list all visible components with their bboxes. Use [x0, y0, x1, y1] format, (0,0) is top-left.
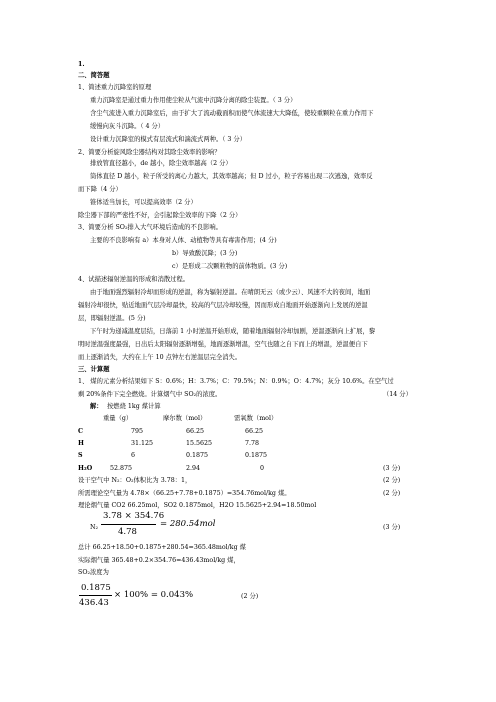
table-row-oxygen: 66.25	[245, 428, 264, 435]
calc-question-line-1: 1、 煤的元素分析结果如下 S：0.6%；H：3.7%；C：79.5%；N：0.9%；O：4.7%；灰分 10.6%。在空气过	[78, 378, 394, 385]
q2-paragraph-4: 锥体适当加长，可以提高效率（2 分）	[90, 199, 197, 206]
so2-fraction-bar	[79, 595, 112, 596]
section-title-short-answer: 二、简答题	[78, 72, 110, 79]
q4-paragraph-1: 由于地面强烈辐射冷却而形成的逆温，称为辐射逆温。在晴朗无云（或少云）、风速不大的夜间，地面	[90, 289, 371, 296]
q2-paragraph-5: 除尘器下部的严密性不好，会引起除尘效率的下降（2 分）	[78, 212, 242, 219]
q2-paragraph-1: 排放管直径越小，de 越小，除尘效率越高（2 分）	[90, 160, 232, 167]
table-row-element: C	[78, 428, 84, 435]
table-row-score: (3 分)	[383, 465, 401, 472]
table-header-oxygen: 需氧数（mol）	[234, 415, 278, 422]
table-row-moles: 66.25	[186, 428, 205, 435]
q3-paragraph-2: b）导致酸沉降；(3 分)	[172, 250, 238, 257]
table-row-element: H	[78, 440, 84, 447]
table-header-weight: 重量（g）	[103, 415, 133, 422]
table-row-element: S	[78, 452, 83, 459]
calc-question-line-2: 剩 20%条件下完全燃烧。计算烟气中 SO₂的浓度。	[78, 391, 222, 398]
calc-basis: 按燃烧 1kg 煤计算	[107, 403, 161, 410]
theoretical-air-score: (2 分)	[383, 490, 401, 497]
q2-paragraph-2: 筒体直径 D 越小，粒子所受的离心力越大，其效率越高；但 D 过小，粒子容易出现二次逃逸，效率反	[90, 173, 373, 180]
heading-number: 1.	[78, 61, 85, 68]
q4-paragraph-6: 而上逐渐消失，大约在上午 10 点钟左右逆温层完全消失。	[78, 354, 242, 361]
n2-fraction-bar	[101, 524, 156, 525]
table-header-moles: 摩尔数（mol）	[163, 415, 207, 422]
theoretical-flue-gas-line: 理论烟气量 CO2 66.25mol，SO2 0.1875mol，H2O 15.5625+2.94=18.50mol	[78, 502, 317, 509]
n2-formula-score: (3 分)	[383, 524, 401, 531]
table-row-weight: 6	[131, 452, 136, 459]
so2-fraction-result: × 100% = 0.043%	[114, 590, 194, 600]
q4-title: 4、试描述辐射逆温的形成和消散过程。	[78, 276, 190, 283]
air-ratio-score: (2 分)	[383, 477, 401, 484]
solution-label: 解：	[90, 403, 103, 410]
table-row-weight: 795	[131, 428, 144, 435]
n2-label: N₂	[90, 524, 99, 531]
q3-paragraph-3: c）是形成二次颗粒物的前体物质。(3 分)	[172, 263, 288, 270]
table-row-oxygen: 0.1875	[245, 452, 268, 459]
q3-paragraph-1: 主要的不良影响有 a）本身对人体、动植物等具有毒害作用；(4 分)	[90, 237, 277, 244]
table-row-oxygen: 0	[260, 465, 265, 472]
n2-formula-result: = 280.54mol	[160, 519, 216, 529]
q4-paragraph-2: 辐射冷却很快，贴近地面气层冷却最快，较高的气层冷却较慢，因而形成自地面开始逐渐向上发展的逆温	[78, 302, 368, 309]
section-title-calculation: 三、计算题	[78, 366, 110, 373]
so2-fraction-denominator: 436.43	[79, 598, 109, 608]
q1-paragraph-2: 含尘气流进入重力沉降室后，由于扩大了流动截面积而使气体流速大大降低，使较重颗粒在重力作用下	[90, 110, 374, 117]
q1-title: 1、简述重力沉降室的原理	[78, 84, 152, 91]
q4-paragraph-3: 层，即辐射逆温。(5 分)	[78, 315, 146, 322]
calc-question-score: （14 分）	[383, 391, 412, 398]
total-flue-gas-line: 总计 66.25+18.50+0.1875+280.54=365.48mol/kg 煤	[78, 544, 246, 551]
q2-title: 2、简要分析旋风除尘器结构对其除尘效率的影响？	[78, 149, 221, 156]
q1-paragraph-1: 重力沉降室是通过重力作用使尘粒从气流中沉降分离的除尘装置。（ 3 分）	[90, 97, 297, 104]
q4-paragraph-5: 明时逆温强度最强，日出后太阳辐射逐渐增强，地面逐渐增温，空气也随之自下而上的增温，逆温便自下	[78, 341, 368, 348]
air-ratio-line: 设干空气中 N₂：O₂体积比为 3.78：1，	[78, 477, 192, 484]
table-row-weight: 31.125	[131, 440, 154, 447]
theoretical-air-line: 所需理论空气量为 4.78×（66.25+7.78+0.1875）=354.76mol/kg 煤。	[78, 490, 291, 497]
table-row-element: H₂O	[78, 465, 93, 472]
so2-concentration-label: SO₂浓度为	[78, 569, 109, 576]
n2-formula-numerator: 3.78 × 354.76	[103, 511, 165, 521]
actual-flue-gas-line: 实际烟气量 365.48+0.2×354.76=436.43mol/kg 煤，	[78, 557, 240, 564]
q1-paragraph-3: 缓慢向灰斗沉降。（ 4 分）	[90, 123, 165, 130]
so2-fraction-numerator: 0.1875	[81, 583, 111, 593]
table-row-oxygen: 7.78	[245, 440, 260, 447]
table-row-moles: 15.5625	[186, 440, 213, 447]
q3-title: 3、简要分析 SO₂排入大气环境后造成的不良影响。	[78, 224, 222, 231]
table-row-moles: 2.94	[186, 465, 201, 472]
q4-paragraph-4: 下午时为递减温度层结，日落前 1 小时逆温开始形成，随着地面辐射冷却加剧，逆温逐渐向上扩展，黎	[90, 328, 376, 335]
so2-fraction-score: (2 分)	[241, 593, 259, 600]
q2-paragraph-3: 而下降（4 分）	[78, 186, 122, 193]
q1-paragraph-4: 设计重力沉降室的模式有层流式和湍流式两种。（ 3 分）	[90, 136, 246, 143]
table-row-moles: 0.1875	[186, 452, 209, 459]
n2-formula-denominator: 4.78	[118, 527, 137, 537]
table-row-weight: 52.875	[110, 465, 133, 472]
